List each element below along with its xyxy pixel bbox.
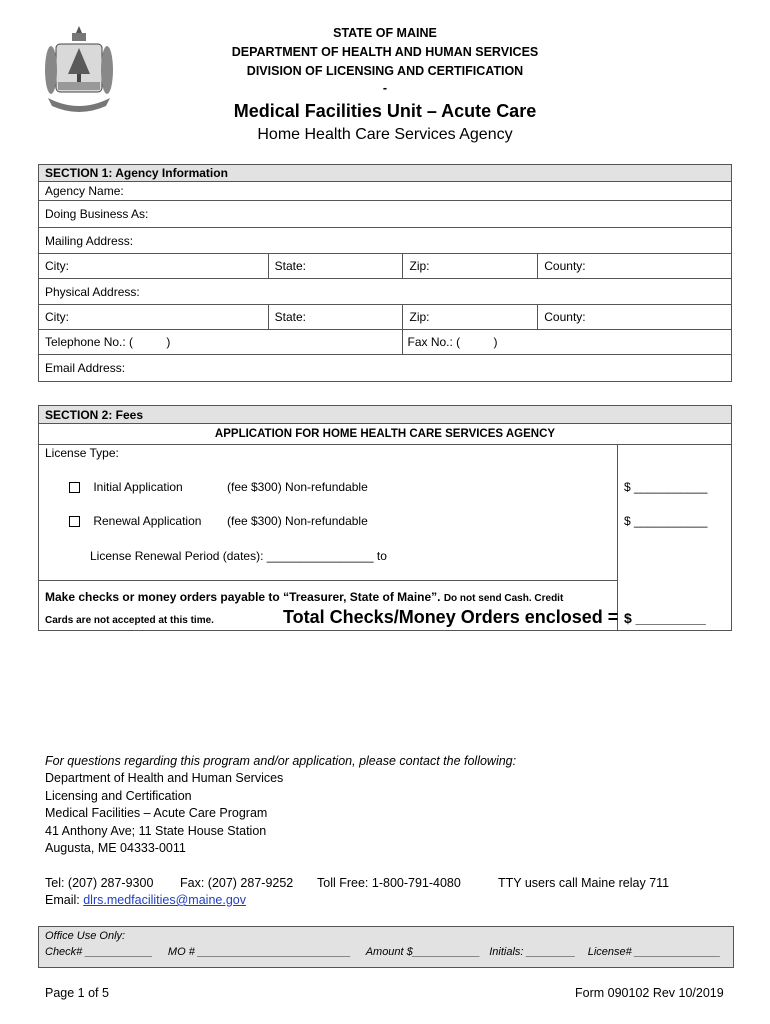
header-dash: - — [382, 81, 388, 95]
physical-zip-field[interactable]: Zip: — [403, 305, 538, 330]
initial-application-checkbox[interactable] — [69, 482, 80, 493]
physical-state-field[interactable]: State: — [268, 305, 403, 330]
total-label: Total Checks/Money Orders enclosed = — [283, 607, 619, 627]
section2-heading: SECTION 2: Fees — [39, 406, 731, 424]
payable-instruction: Make checks or money orders payable to “Treasurer, State of Maine”. — [45, 590, 441, 604]
contact-line-2: Licensing and Certification — [45, 789, 192, 803]
application-title: APPLICATION FOR HOME HEALTH CARE SERVICES AGENCY — [39, 424, 731, 445]
no-credit-note: Cards are not accepted at this time. — [45, 615, 214, 626]
section1-table — [38, 164, 732, 382]
form-number: Form 090102 Rev 10/2019 — [575, 986, 724, 1000]
initial-application-label: Initial Application — [93, 480, 183, 494]
dba-field[interactable]: Doing Business As: — [39, 201, 732, 228]
mailing-zip-field[interactable]: Zip: — [403, 254, 538, 279]
contact-fax: Fax: (207) 287-9252 — [180, 876, 294, 890]
email-link[interactable]: dlrs.medfacilities@maine.gov — [83, 893, 246, 907]
telephone-field[interactable]: Telephone No.: ( ) — [39, 330, 403, 355]
initial-fee-text: (fee $300) Non-refundable — [227, 480, 368, 494]
mailing-city-field[interactable]: City: — [39, 254, 269, 279]
contact-intro: For questions regarding this program and/or application, please contact the following: — [45, 754, 517, 768]
header-state: STATE OF MAINE — [333, 26, 437, 40]
page-number: Page 1 of 5 — [45, 986, 109, 1000]
office-use-fields: Check# ___________ MO # _________________________ Amount $___________ Initials: ________ License# ______________ — [45, 946, 721, 958]
office-use-box — [38, 926, 734, 968]
header-department: DEPARTMENT OF HEALTH AND HUMAN SERVICES — [231, 45, 539, 59]
renewal-amount-field[interactable]: $ ___________ — [624, 514, 708, 528]
page-subtitle: Home Health Care Services Agency — [257, 126, 513, 143]
page-title: Medical Facilities Unit – Acute Care — [233, 101, 537, 121]
mailing-address-field[interactable]: Mailing Address: — [39, 228, 732, 254]
renewal-application-checkbox[interactable] — [69, 516, 80, 527]
office-use-title: Office Use Only: — [45, 930, 126, 942]
total-amount-field[interactable]: $ _________ — [624, 610, 706, 626]
mailing-county-field[interactable]: County: — [538, 254, 732, 279]
renewal-fee-text: (fee $300) Non-refundable — [227, 514, 368, 528]
contact-line-5: Augusta, ME 04333-0011 — [45, 841, 186, 855]
agency-name-field[interactable]: Agency Name: — [39, 182, 732, 201]
contact-line-4: 41 Anthony Ave; 11 State House Station — [45, 824, 267, 838]
fax-field[interactable]: Fax No.: ( ) — [403, 330, 732, 355]
no-cash-note: Do not send Cash. Credit — [443, 593, 564, 604]
renewal-application-label: Renewal Application — [93, 514, 202, 528]
initial-amount-field[interactable]: $ ___________ — [624, 480, 708, 494]
physical-city-field[interactable]: City: — [39, 305, 269, 330]
physical-county-field[interactable]: County: — [538, 305, 732, 330]
contact-line-1: Department of Health and Human Services — [45, 771, 284, 785]
contact-tel: Tel: (207) 287-9300 — [45, 876, 154, 890]
renewal-period-field[interactable]: License Renewal Period (dates): ________________ to — [90, 549, 387, 563]
contact-tty: TTY users call Maine relay 711 — [498, 876, 670, 890]
physical-address-field[interactable]: Physical Address: — [39, 279, 732, 305]
email-address-field[interactable]: Email Address: — [39, 355, 732, 382]
header-division: DIVISION OF LICENSING AND CERTIFICATION — [246, 64, 524, 78]
email-label: Email: — [45, 893, 80, 907]
contact-line-3: Medical Facilities – Acute Care Program — [45, 806, 268, 820]
license-type-label: License Type: — [45, 446, 119, 460]
mailing-state-field[interactable]: State: — [268, 254, 403, 279]
contact-tollfree: Toll Free: 1-800-791-4080 — [317, 876, 461, 890]
section2-box — [38, 405, 732, 631]
section1-heading: SECTION 1: Agency Information — [39, 165, 732, 182]
